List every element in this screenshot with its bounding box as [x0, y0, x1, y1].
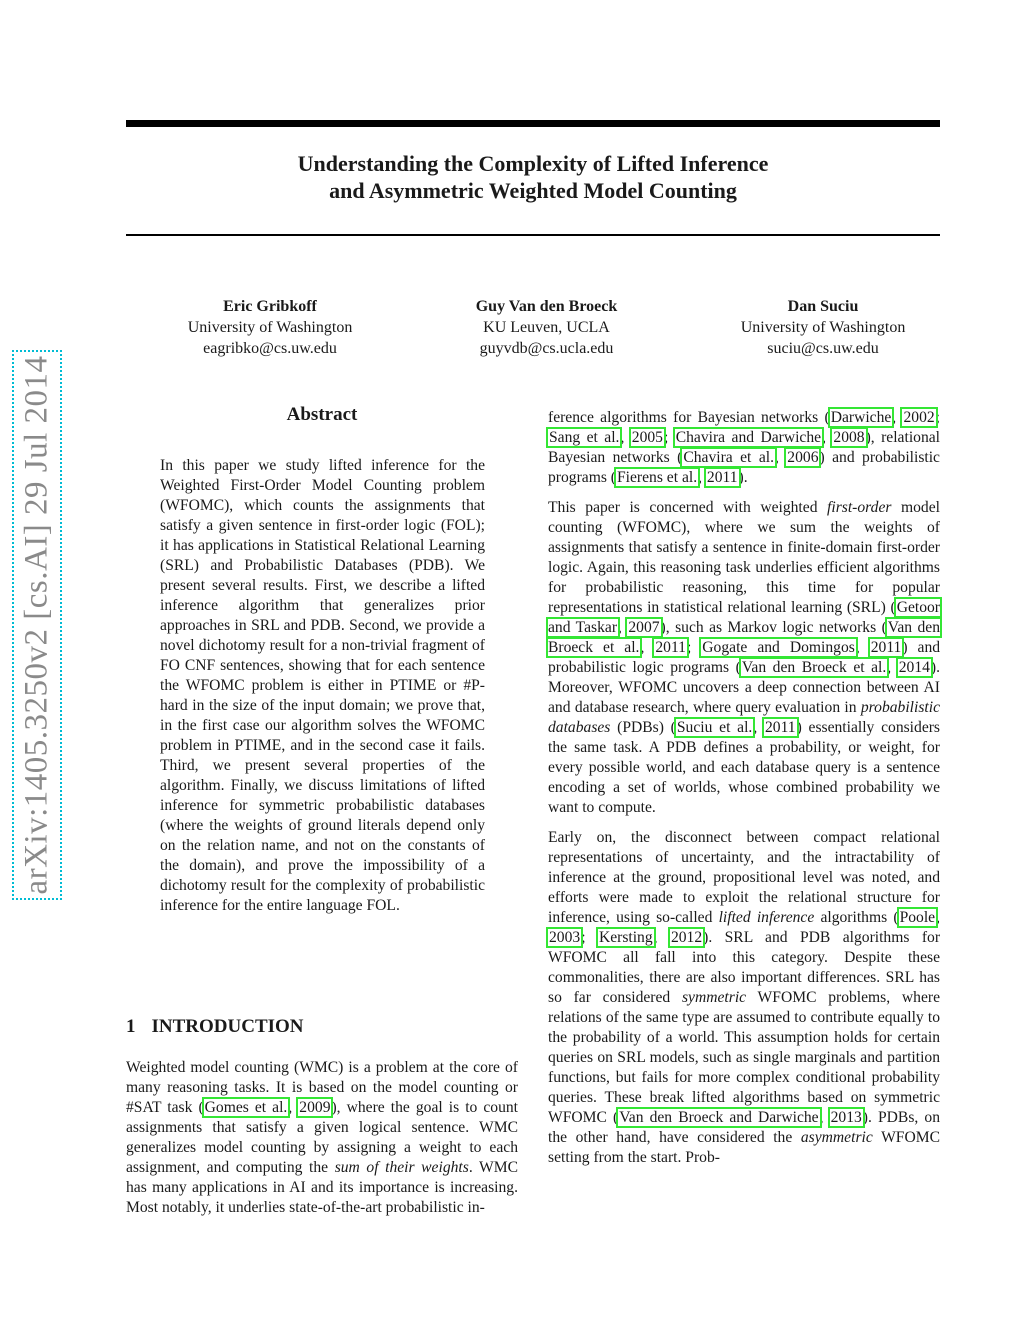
- intro-paragraph-continued: ference algorithms for Bayesian networks (Darwiche, 2002; Sang et al., 2005; Chavira and Darwiche, 2008), relational Bayesian networks (Chavira et al., 2006) and probabilistic programs (Fierens et al., 2011).: [548, 409, 941, 486]
- intro-paragraph-1: Weighted model counting (WMC) is a problem at the core of many reasoning tasks. It is based on the model counting or #SAT task (Gomes et al., 2009), where the goal is to count assignments that satisfy a given logical sentence. WMC generalizes model counting by assigning a weight to each assignment, and computing the sum of their weights. WMC has many applications in AI and its importance is increasing. Most notably, it underlies state-of-the-art probabilistic in-: [126, 1059, 519, 1216]
- citation-link[interactable]: Gomes et al.: [204, 1099, 288, 1116]
- abstract-body: [160, 456, 485, 916]
- citation-year-link[interactable]: 2013: [830, 1109, 862, 1126]
- citation-link[interactable]: Gogate and Domingos: [702, 639, 855, 656]
- author-affiliation: KU Leuven, UCLA: [483, 319, 610, 336]
- author-name: Guy Van den Broeck: [475, 298, 618, 315]
- citation-year-link[interactable]: 2011: [706, 469, 738, 486]
- author-name: Eric Gribkoff: [223, 298, 317, 315]
- citation-year-link[interactable]: 2011: [655, 639, 686, 656]
- author-affiliation: University of Washington: [187, 319, 353, 336]
- author-3: [703, 296, 943, 359]
- citation-link[interactable]: Fierens et al.: [617, 469, 698, 486]
- citation-year-link[interactable]: 2012: [670, 929, 703, 946]
- intro-right-column: [548, 408, 940, 1178]
- title-bottom-rule: [126, 234, 940, 236]
- author-email[interactable]: suciu@cs.uw.edu: [767, 340, 879, 357]
- citation-link[interactable]: Getoor and Taskar: [548, 599, 940, 636]
- citation-link[interactable]: Sang et al.: [549, 429, 620, 446]
- citation-link[interactable]: Van den Broeck et al.: [741, 659, 887, 676]
- citation-link[interactable]: Suciu et al.: [676, 719, 753, 736]
- author-2: [427, 296, 667, 359]
- intro-left-column: [126, 1058, 518, 1218]
- citation-year-link[interactable]: 2006: [787, 449, 819, 466]
- author-1: [150, 296, 390, 359]
- section-number: 1: [126, 1016, 136, 1037]
- citation-year-link[interactable]: 2014: [898, 659, 930, 676]
- section-title: INTRODUCTION: [151, 1016, 304, 1037]
- citation-link[interactable]: Kersting: [598, 929, 653, 946]
- arxiv-identifier-link[interactable]: [12, 350, 62, 900]
- citation-year-link[interactable]: 2007: [628, 619, 660, 636]
- citation-year-link[interactable]: 2005: [631, 429, 663, 446]
- intro-paragraph-2: This paper is concerned with weighted first-order model counting (WFOMC), where we sum the weights of assignments that satisfy a sentence in finite-domain first-order logic. Again, this reasoning task underlies efficient algorithms for probabilistic reasoning, this time for popular representations in statistical relational learning (SRL) (Getoor and Taskar, 2007), such as Markov logic networks (Van den Broeck et al., 2011; Gogate and Domingos, 2011) and probabilistic logic programs (Van den Broeck et al., 2014). Moreover, WFOMC uncovers a deep connection between AI and database research, where query evaluation in probabilistic databases (PDBs) (Suciu et al., 2011) essentially considers the same task. A PDB defines a probability, or weight, for every possible world, and each database query is a sentence encoding a set of worlds, whose combined probability we want to compute.: [548, 499, 941, 816]
- section-heading-introduction: [126, 1016, 304, 1038]
- author-affiliation: University of Washington: [740, 319, 906, 336]
- citation-link[interactable]: Darwiche: [830, 409, 892, 426]
- paper-title: [126, 150, 940, 204]
- citation-link[interactable]: Chavira et al.: [683, 449, 774, 466]
- author-name: Dan Suciu: [787, 298, 859, 315]
- citation-year-link[interactable]: 2002: [903, 409, 935, 426]
- citation-year-link[interactable]: 2008: [833, 429, 865, 446]
- citation-link[interactable]: Poole: [899, 909, 936, 926]
- title-line-1: Understanding the Complexity of Lifted Inference: [297, 151, 769, 176]
- author-email[interactable]: guyvdb@cs.ucla.edu: [479, 340, 614, 357]
- abstract-heading: Abstract: [286, 404, 358, 425]
- intro-paragraph-3: Early on, the disconnect between compact relational representations of uncertainty, and the intractability of inference at the ground, propositional level was noted, and efforts were made to exploit the relational structure for inference, using so-called lifted inference algorithms (Poole, 2003; Kersting, 2012). SRL and PDB algorithms for WFOMC all fall into this category. Despite these commonalities, there are also important differences. SRL has so far considered symmetric WFOMC problems, where relations of the same type are assumed to contribute equally to the probability of a world. This assumption holds for certain queries on SRL models, such as single marginals and partition functions, but fails for more complex conditional probability queries. These break lifted algorithms based on symmetric WFOMC (Van den Broeck and Darwiche, 2013). PDBs, on the other hand, have considered the asymmetric WFOMC setting from the start. Prob-: [548, 829, 941, 1166]
- citation-year-link[interactable]: 2009: [299, 1099, 331, 1116]
- author-email[interactable]: eagribko@cs.uw.edu: [203, 340, 337, 357]
- citation-year-link[interactable]: 2011: [870, 639, 902, 656]
- citation-link[interactable]: Van den Broeck et al.: [548, 619, 941, 656]
- abstract-text: In this paper we study lifted inference for the Weighted First-Order Model Counting problem (WFOMC), which counts the assignments that satisfy a given sentence in first-order logic (FOL); it has applications in Statistical Relational Learning (SRL) and Probabilistic Databases (PDB). We present several results. First, we describe a lifted inference algorithm that generalizes prior approaches in SRL and PDB. Second, we provide a novel dichotomy result for a non-trivial fragment of FO CNF sentences, showing that for each sentence the WFOMC problem is either in PTIME or #P-hard in the size of the input domain; we prove that, in the first case our algorithm solves the WFOMC problem in PTIME, and in the second case it fails. Third, we present several properties of the algorithm. Finally, we discuss limitations of lifted inference for symmetric probabilistic databases (where the weights of ground literals depend only on the relation name, and not on the constants of the domain), and prove the impossibility of a dichotomy result for the complexity of probabilistic inference for the entire language FOL.: [160, 457, 485, 914]
- citation-year-link[interactable]: 2011: [764, 719, 796, 736]
- citation-link[interactable]: Chavira and Darwiche: [675, 429, 822, 446]
- title-line-2: and Asymmetric Weighted Model Counting: [329, 178, 737, 203]
- author-block: [126, 296, 940, 359]
- arxiv-identifier-text: arXiv:1405.3250v2 [cs.AI] 29 Jul 2014: [18, 355, 55, 895]
- citation-link[interactable]: Van den Broeck and Darwiche: [619, 1109, 819, 1126]
- title-top-rule: [126, 120, 940, 127]
- citation-year-link[interactable]: 2003: [549, 929, 581, 946]
